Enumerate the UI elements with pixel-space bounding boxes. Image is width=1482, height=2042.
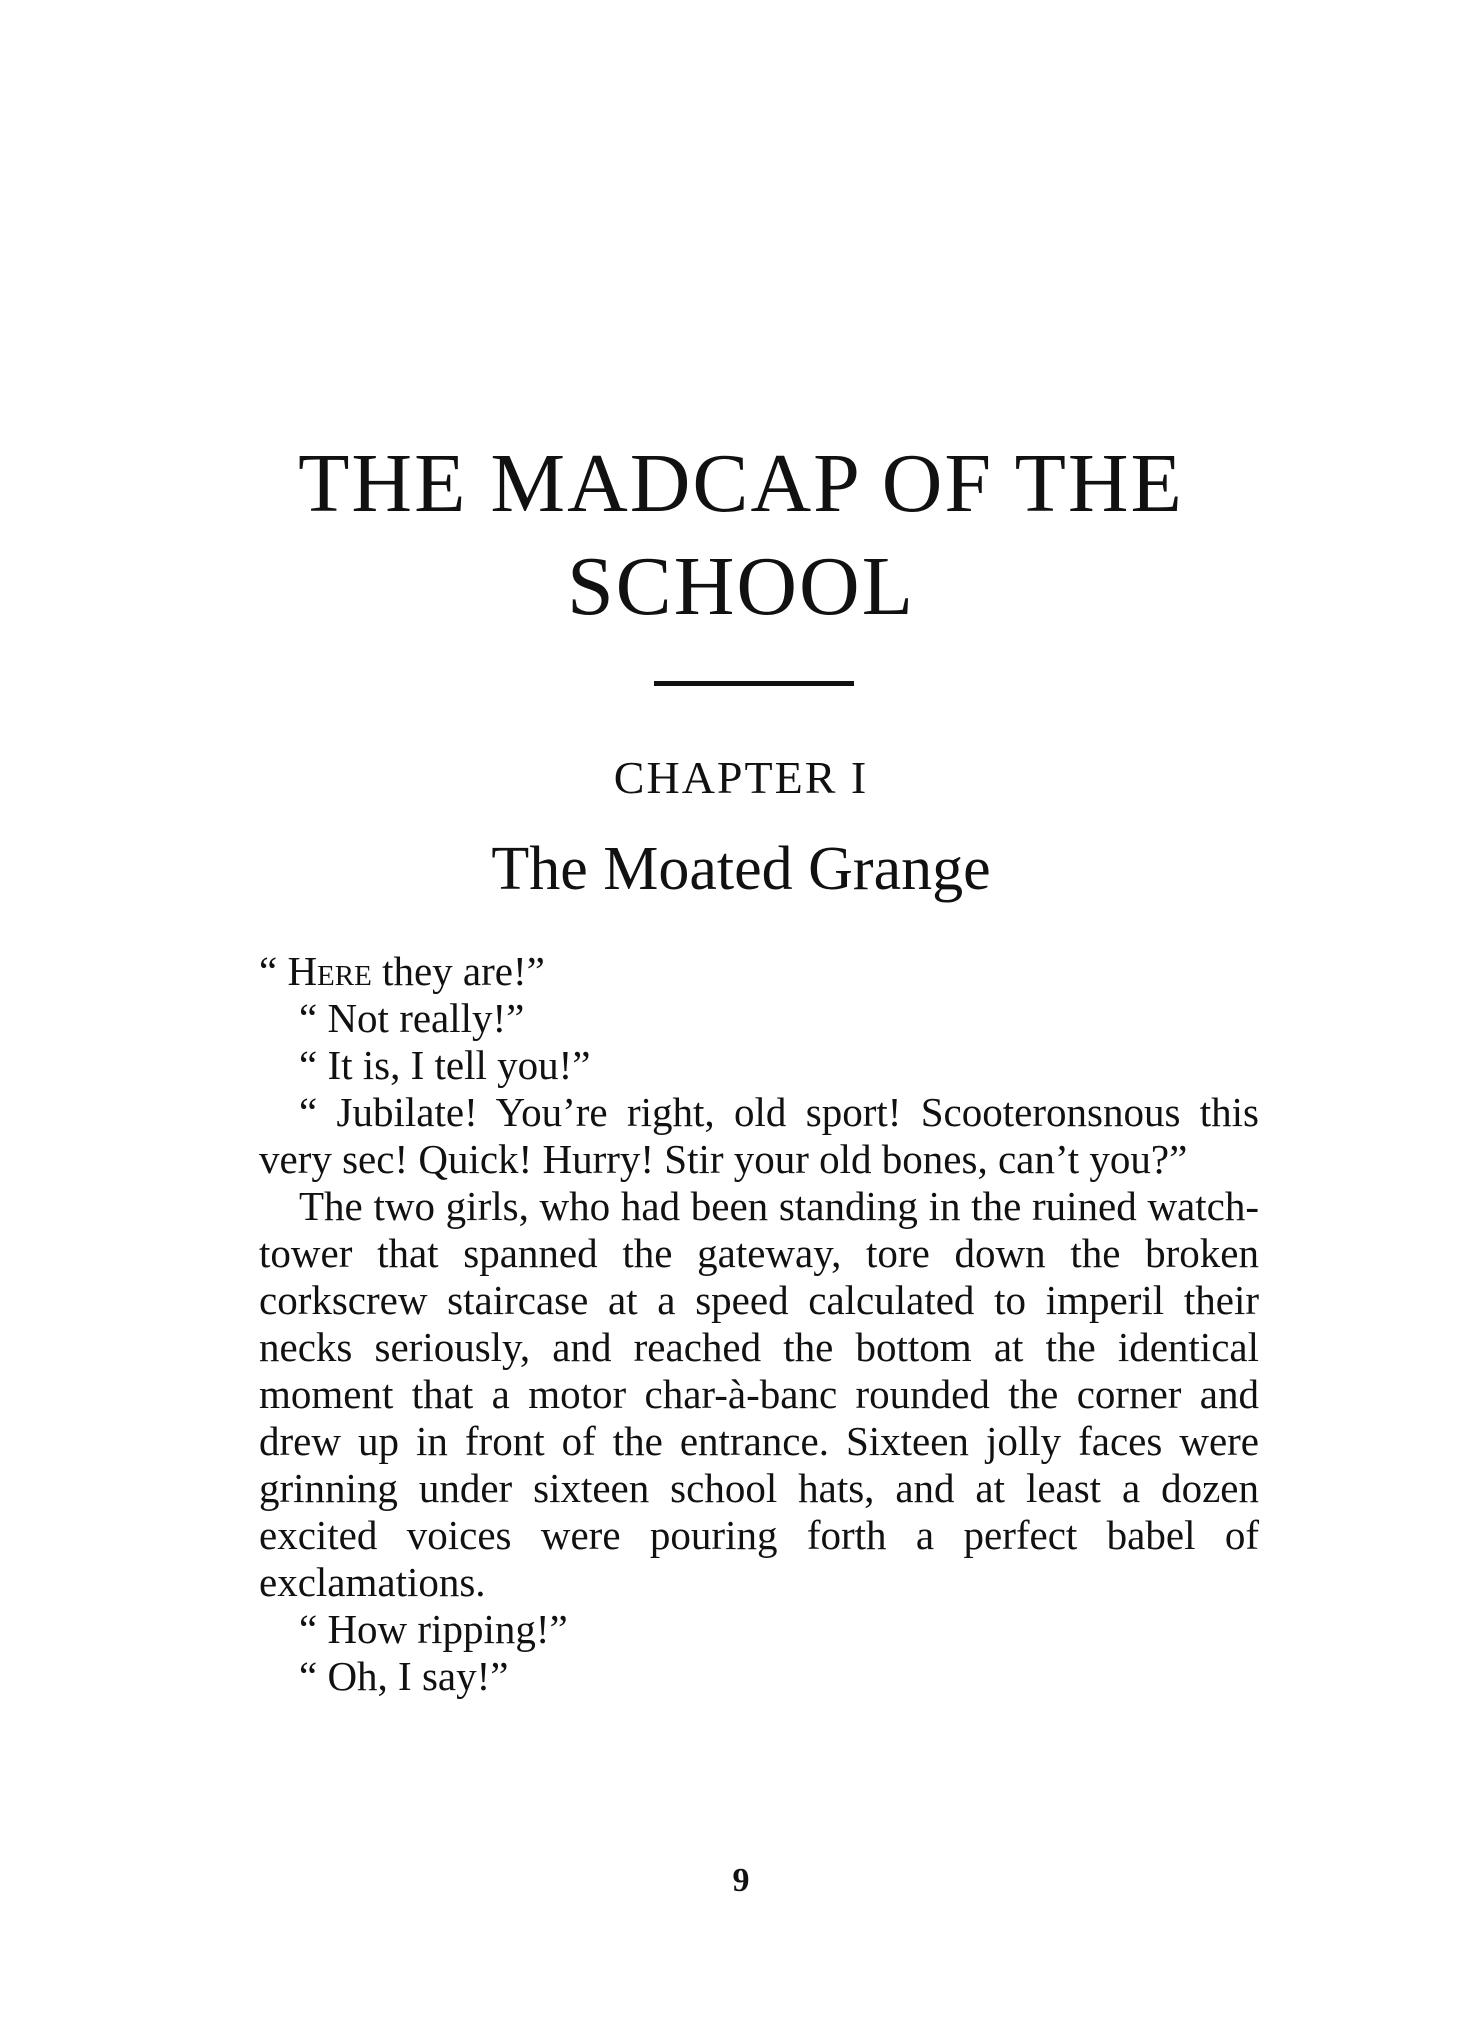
dialogue-paragraph: “ Jubilate! You’re right, old sport! Scooteronsnous this very sec! Quick! Hurry! Stir your old bones, can’t you?” [259, 1089, 1259, 1182]
opening-rest: they are!” [371, 948, 545, 994]
chapter-label: CHAPTER I [613, 752, 869, 803]
narrative-paragraph: The two girls, who had been standing in the ruined watch-tower that spanned the gateway, tore down the broken corkscrew staircase at a speed calculated to imperil their necks seriously, and reached the bottom at the identical moment that a motor char-à-banc rounded the corner and drew up in front of the entrance. Sixteen jolly faces were grinning under sixteen school hats, and at least a dozen excited voices were pouring forth a perfect babel of exclamations. [259, 1183, 1259, 1605]
opening-paragraph [259, 948, 1259, 995]
dialogue-paragraph: “ Oh, I say!” [299, 1653, 509, 1699]
dialogue-paragraph: “ How ripping!” [299, 1606, 568, 1652]
dialogue-paragraph: “ Not really!” [299, 995, 525, 1041]
dialogue-paragraph: “ It is, I tell you!” [299, 1042, 591, 1088]
title-divider-rule [654, 681, 854, 686]
opening-first-word: Here [287, 948, 372, 994]
book-title-line-2: SCHOOL [566, 540, 916, 633]
book-title-line-1: THE MADCAP OF THE [298, 437, 1184, 530]
page-number: 9 [732, 1862, 750, 1899]
chapter-body [259, 948, 1259, 1700]
chapter-title: The Moated Grange [491, 835, 991, 903]
opening-quote-mark: “ [259, 948, 288, 994]
